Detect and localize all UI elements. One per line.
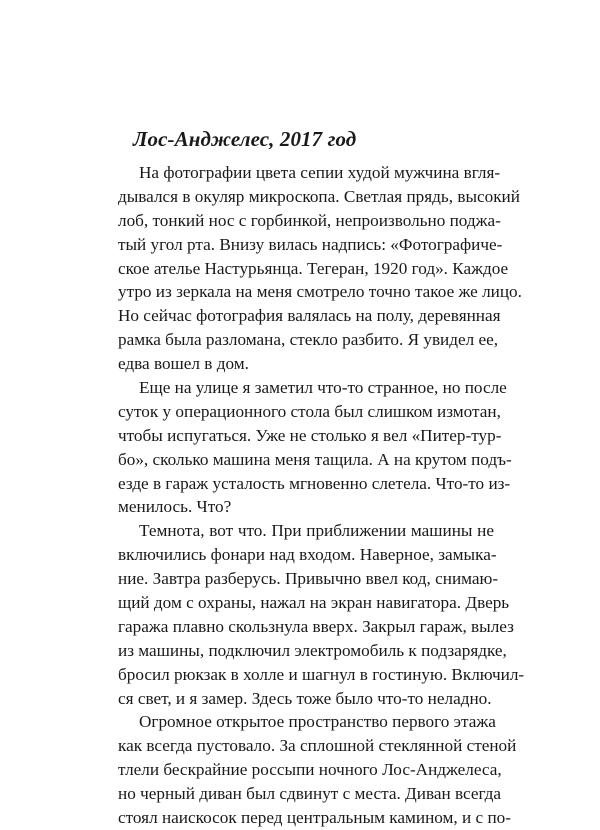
text-line: как всегда пустовало. За сплошной стеклянной стеной (118, 736, 517, 756)
text-line: стоял наискосок перед центральным камином, и с по- (118, 808, 511, 828)
text-line: тый угол рта. Внизу вилась надпись: «Фотографиче- (118, 234, 503, 254)
text-line: включились фонари над входом. Наверное, замыка- (118, 545, 497, 565)
paragraph (118, 161, 522, 376)
text-line: ние. Завтра разберусь. Привычно ввел код, снимаю- (118, 569, 499, 589)
paragraph (118, 519, 525, 710)
text-line: но черный диван был сдвинут с места. Диван всегда (118, 784, 502, 804)
text-line: едва вошел в дом. (118, 354, 249, 374)
text-line: гаража плавно скользнула вверх. Закрыл гараж, вылез (118, 616, 514, 636)
text-line: Огромное открытое пространство первого этажа (139, 712, 496, 732)
text-line: ское ателье Настурьянца. Тегеран, 1920 год». Каждое (118, 258, 509, 278)
text-line: лоб, тонкий нос с горбинкой, непроизвольно поджа- (118, 210, 501, 230)
text-line: утро из зеркала на меня смотрело точно такое же лицо. (118, 282, 522, 302)
chapter-heading: Лос-Анджелес, 2017 год (133, 127, 357, 151)
text-line: На фотографии цвета сепии худой мужчина вгля- (139, 163, 501, 182)
body-text (118, 161, 525, 830)
text-line: езде в гараж усталость мгновенно слетела. Что-то из- (118, 473, 511, 493)
text-line: дывался в окуляр микроскопа. Светлая прядь, высокий (118, 186, 520, 206)
text-line: менилось. Что? (118, 497, 232, 517)
text-line: щий дом с охраны, нажал на экран навигатора. Дверь (118, 593, 510, 613)
text-line: тлели бескрайние россыпи ночного Лос-Анджелеса, (118, 760, 502, 780)
text-line: Еще на улице я заметил что-то странное, но после (139, 378, 507, 398)
text-line: из машины, подключил электромобиль к подзарядке, (118, 640, 507, 660)
text-line: бо», сколько машина меня тащила. А на крутом подъ- (118, 449, 512, 469)
text-line: Темнота, вот что. При приближении машины не (139, 521, 494, 541)
paragraph (118, 376, 512, 519)
text-line: суток у операционного стола был слишком измотан, (118, 401, 501, 421)
text-line: Но сейчас фотография валялась на полу, деревянная (118, 306, 501, 326)
paragraph (118, 710, 517, 829)
text-line: рамка была разломана, стекло разбито. Я увидел ее, (118, 330, 499, 350)
text-line: ся свет, и я замер. Здесь тоже было что-то неладно. (118, 688, 492, 708)
text-line: бросил рюкзак в холле и шагнул в гостиную. Включил- (118, 664, 525, 684)
text-line: чтобы испугаться. Уже не столько я вел «Питер-тур- (118, 425, 502, 445)
